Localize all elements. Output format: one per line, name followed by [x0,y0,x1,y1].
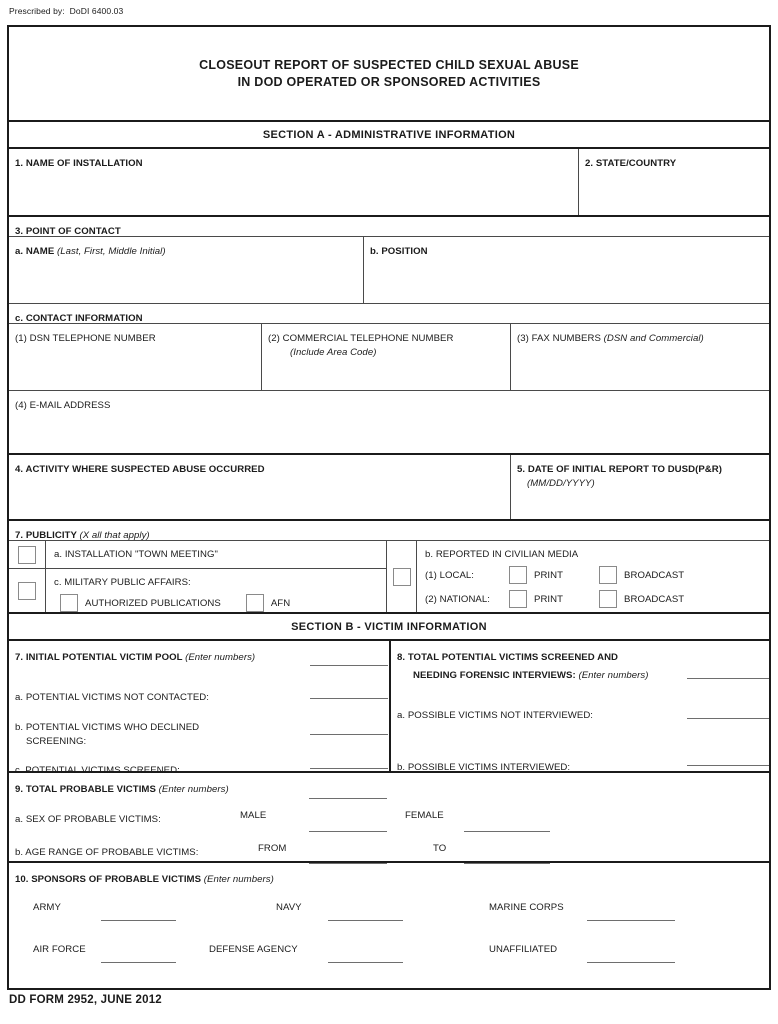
field-hint: (X all that apply) [79,530,150,541]
field-victims-declined-screening [15,717,389,748]
field-label: a. NAME [15,246,57,257]
input-total-probable-victims[interactable] [309,798,387,799]
field-label: 8. TOTAL POTENTIAL VICTIMS SCREENED AND [397,652,619,663]
form-frame [7,25,771,990]
field-label: 4. ACTIVITY WHERE SUSPECTED ABUSE OCCURRED [15,464,265,475]
field-hint: (Enter numbers) [578,670,649,681]
field-contact-information-header [9,304,769,323]
field-publicity-header [9,521,769,540]
publicity-item-a-row [9,541,386,568]
checkbox-military-public-affairs[interactable] [18,582,36,600]
input-sponsor-navy[interactable] [328,920,403,921]
option-label: BROADCAST [624,569,685,581]
field-label-cont: NEEDING FORENSIC INTERVIEWS: [413,670,579,681]
input-male-count[interactable] [309,831,387,832]
poc-name-position-row [9,237,769,303]
field-hint: (Enter numbers) [203,874,274,885]
publicity-c-options [54,594,386,612]
field-possible-victims-not-interviewed [397,705,769,723]
field-point-of-contact-header [9,217,769,236]
checkbox-local-broadcast[interactable] [599,566,617,584]
victim-pool-row [9,641,769,776]
input-sponsor-air-force[interactable] [101,962,176,963]
field-label: 5. DATE OF INITIAL REPORT TO DUSD(P&R) [517,464,722,475]
field-label: (4) E-MAIL ADDRESS [15,400,111,411]
input-sponsor-marine-corps[interactable] [587,920,675,921]
installation-row [9,149,769,215]
field-label: b. REPORTED IN CIVILIAN MEDIA [425,549,579,560]
section-b-banner: SECTION B - VICTIM INFORMATION [291,620,487,633]
field-age-range-of-probable-victims [15,842,447,860]
field-label: 3. POINT OF CONTACT [15,226,121,237]
publicity-a-label-cell [46,541,386,568]
male-label: MALE [240,810,267,821]
publicity-a-checkbox-cell[interactable] [9,541,45,568]
field-label: b. AGE RANGE OF PROBABLE VICTIMS: [15,847,199,858]
checkbox-national-print[interactable] [509,590,527,608]
checkbox-afn[interactable] [246,594,264,612]
form-title-line-2: IN DOD OPERATED OR SPONSORED ACTIVITIES [237,74,541,89]
section-a-banner: SECTION A - ADMINISTRATIVE INFORMATION [262,128,516,141]
sponsor-label-marine-corps: MARINE CORPS [489,902,564,913]
option-label: AUTHORIZED PUBLICATIONS [85,597,221,609]
field-hint: (DSN and Commercial) [603,333,704,344]
field-hint: (Enter numbers) [185,652,256,663]
activity-date-row [9,455,769,519]
publicity-b-national-row [425,590,769,608]
field-label: (2) COMMERCIAL TELEPHONE NUMBER [268,333,454,344]
field-hint: (Enter numbers) [158,784,229,795]
publicity-b-local-row [425,566,769,584]
option-label: PRINT [534,569,564,581]
checkbox-local-print[interactable] [509,566,527,584]
input-total-victims-screened[interactable] [687,678,769,679]
sponsor-label-unaffiliated: UNAFFILIATED [489,944,558,955]
publicity-right-column [387,541,769,612]
input-sponsor-unaffiliated[interactable] [587,962,675,963]
checkbox-national-broadcast[interactable] [599,590,617,608]
input-sponsor-defense-agency[interactable] [328,962,403,963]
local-label: (1) LOCAL: [425,569,475,581]
field-total-probable-victims [9,773,769,861]
option-label: AFN [270,597,291,609]
field-label: b. POSSIBLE VICTIMS INTERVIEWED: [397,762,571,773]
field-label: 10. SPONSORS OF PROBABLE VICTIMS [15,874,204,885]
input-female-count[interactable] [464,831,550,832]
field-activity-where-abuse-occurred[interactable] [9,455,510,519]
field-label: 2. STATE/COUNTRY [585,158,677,169]
field-dsn-telephone[interactable] [9,324,261,390]
form-title-line-1: CLOSEOUT REPORT OF SUSPECTED CHILD SEXUAL ABUSE [199,57,579,72]
field-label: c. CONTACT INFORMATION [15,313,143,324]
input-initial-victim-pool[interactable] [310,665,388,666]
field-label: (3) FAX NUMBERS [517,333,604,344]
publicity-b-content [417,541,769,612]
field-label: b. POSITION [370,246,428,257]
field-label: a. SEX OF PROBABLE VICTIMS: [15,814,161,825]
form-footer: DD FORM 2952, JUNE 2012 [9,994,162,1006]
input-victims-declined-screening[interactable] [310,734,388,735]
field-poc-position[interactable] [364,237,769,303]
field-label: a. INSTALLATION "TOWN MEETING" [54,549,218,560]
checkbox-authorized-publications[interactable] [60,594,78,612]
form-title [9,27,769,120]
field-hint: (Include Area Code) [290,347,377,358]
field-label: a. POSSIBLE VICTIMS NOT INTERVIEWED: [397,710,594,721]
contact-numbers-row [9,324,769,390]
from-label: FROM [258,843,287,854]
field-date-of-initial-report[interactable] [511,455,769,519]
publicity-b-checkbox-cell[interactable] [387,541,416,612]
input-victims-not-contacted[interactable] [310,698,388,699]
field-label: c. POTENTIAL VICTIMS SCREENED: [15,765,180,776]
checkbox-installation-town-meeting[interactable] [18,546,36,564]
publicity-item-c-row [9,569,386,612]
field-label: 7. PUBLICITY [15,530,80,541]
field-victims-not-contacted [15,687,389,705]
field-label: c. MILITARY PUBLIC AFFAIRS: [54,577,191,588]
input-victims-screened[interactable] [310,768,388,769]
field-total-victims-screened [391,641,769,771]
field-label: (1) DSN TELEPHONE NUMBER [15,333,156,344]
field-label: 1. NAME OF INSTALLATION [15,158,143,169]
field-hint: (MM/DD/YYYY) [527,478,595,489]
input-sponsor-army[interactable] [101,920,176,921]
input-possible-victims-interviewed[interactable] [687,765,769,766]
national-label: (2) NATIONAL: [425,593,490,605]
option-label: PRINT [534,593,564,605]
publicity-left-column [9,541,386,612]
field-label: b. POTENTIAL VICTIMS WHO DECLINED [15,722,200,733]
sponsor-label-defense-agency: DEFENSE AGENCY [209,944,298,955]
field-hint: (Last, First, Middle Initial) [56,246,166,257]
publicity-c-content [46,569,386,612]
field-label: 9. TOTAL PROBABLE VICTIMS [15,784,159,795]
publicity-row [9,541,769,612]
sponsor-label-navy: NAVY [276,902,302,913]
field-fax-numbers[interactable] [511,324,769,390]
field-label: 7. INITIAL POTENTIAL VICTIM POOL [15,652,186,663]
field-poc-name[interactable] [9,237,363,303]
female-label: FEMALE [405,810,444,821]
field-state-country[interactable] [579,149,769,215]
field-email-address[interactable] [9,391,769,453]
checkbox-reported-in-civilian-media[interactable] [393,568,411,586]
sponsor-label-army: ARMY [33,902,61,913]
to-label: TO [433,843,447,854]
publicity-c-checkbox-cell[interactable] [9,569,45,612]
input-possible-victims-not-interviewed[interactable] [687,718,769,719]
sponsor-label-air-force: AIR FORCE [33,944,86,955]
field-initial-potential-victim-pool [9,641,389,776]
field-label-cont: SCREENING: [26,736,87,747]
field-label-line-2-wrap [397,665,769,683]
option-label: BROADCAST [624,593,685,605]
field-label: a. POTENTIAL VICTIMS NOT CONTACTED: [15,692,209,703]
field-sponsors-of-probable-victims [9,863,769,988]
field-commercial-telephone[interactable] [262,324,510,390]
field-name-of-installation[interactable] [9,149,578,215]
prescribed-by-text: Prescribed by: DoDI 6400.03 [9,6,124,16]
field-sex-of-probable-victims [15,809,444,827]
